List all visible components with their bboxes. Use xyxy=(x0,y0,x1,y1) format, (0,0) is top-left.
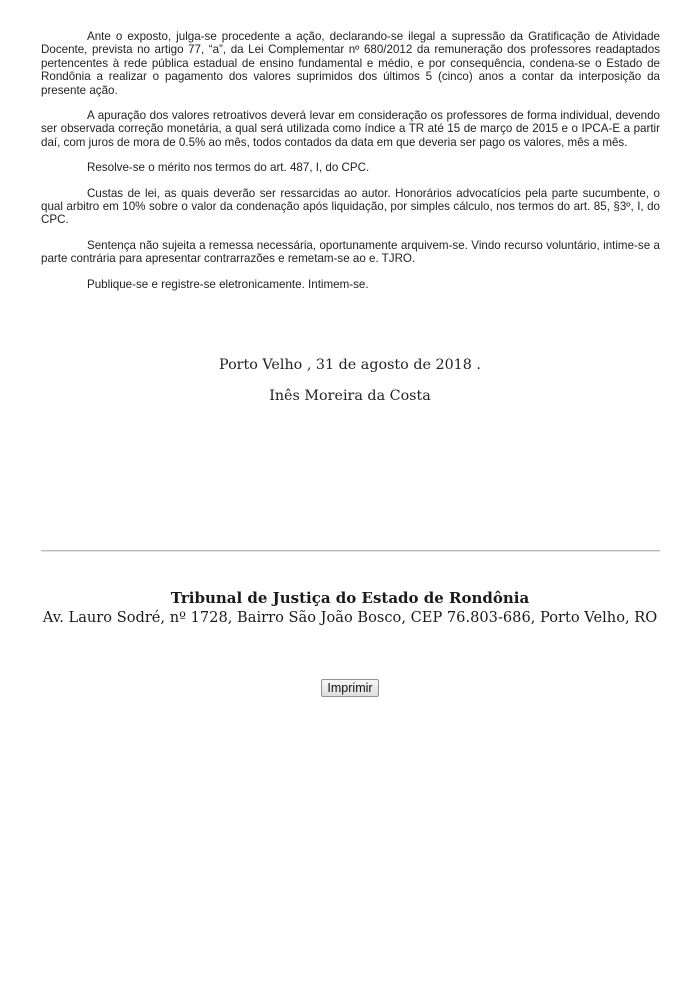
court-address: Av. Lauro Sodré, nº 1728, Bairro São João Bosco, CEP 76.803-686, Porto Velho, RO xyxy=(42,609,658,626)
print-button[interactable]: Imprimir xyxy=(321,679,379,697)
paragraph-costs-fees: Custas de lei, as quais deverão ser ressarcidas ao autor. Honorários advocatícios pela parte sucumbente, o qual arbitro em 10% sobre o valor da condenação após liquidação, por simples cálculo, nos termos do art. 85, §3º, I, do CPC. xyxy=(41,186,660,227)
paragraph-publication: Publique-se e registre-se eletronicamente. Intimem-se. xyxy=(87,277,369,291)
court-name: Tribunal de Justiça do Estado de Rondônia xyxy=(170,589,530,607)
footer-divider xyxy=(41,550,660,552)
paragraph-monetary-correction: A apuração dos valores retroativos deverá levar em consideração os professores de forma individual, devendo ser observada correção monetária, a qual será utilizada como índice a TR até 15 de março de 2015 e o IPCA-E a partir daí, com juros de mora de 0.5% ao mês, todos contados da data em que deveria ser pago os valores, mês a mês. xyxy=(41,109,660,149)
court-footer xyxy=(0,588,700,627)
paragraph-dispositive: Ante o exposto, julga-se procedente a ação, declarando-se ilegal a supressão da Gratificação de Atividade Docente, prevista no artigo 77, “a”, da Lei Complementar nº 680/2012 da remuneração dos professores readaptados pertencentes à rede pública estadual de ensino fundamental e médio, e por consequência, condena-se o Estado de Rondônia a realizar o pagamento dos valores suprimidos dos últimos 5 (cinco) anos a contar da interposição da presente ação. xyxy=(41,30,660,97)
signer-name: Inês Moreira da Costa xyxy=(269,388,431,404)
sentence-body xyxy=(41,30,660,303)
paragraph-merit-resolution: Resolve-se o mérito nos termos do art. 487, I, do CPC. xyxy=(87,161,370,175)
place-and-date: Porto Velho , 31 de agosto de 2018 . xyxy=(219,357,481,373)
paragraph-appeal: Sentença não sujeita a remessa necessária, oportunamente arquivem-se. Vindo recurso voluntário, intime-se a parte contrária para apresentar contrarrazões e remetam-se ao e. TJRO. xyxy=(41,238,660,266)
